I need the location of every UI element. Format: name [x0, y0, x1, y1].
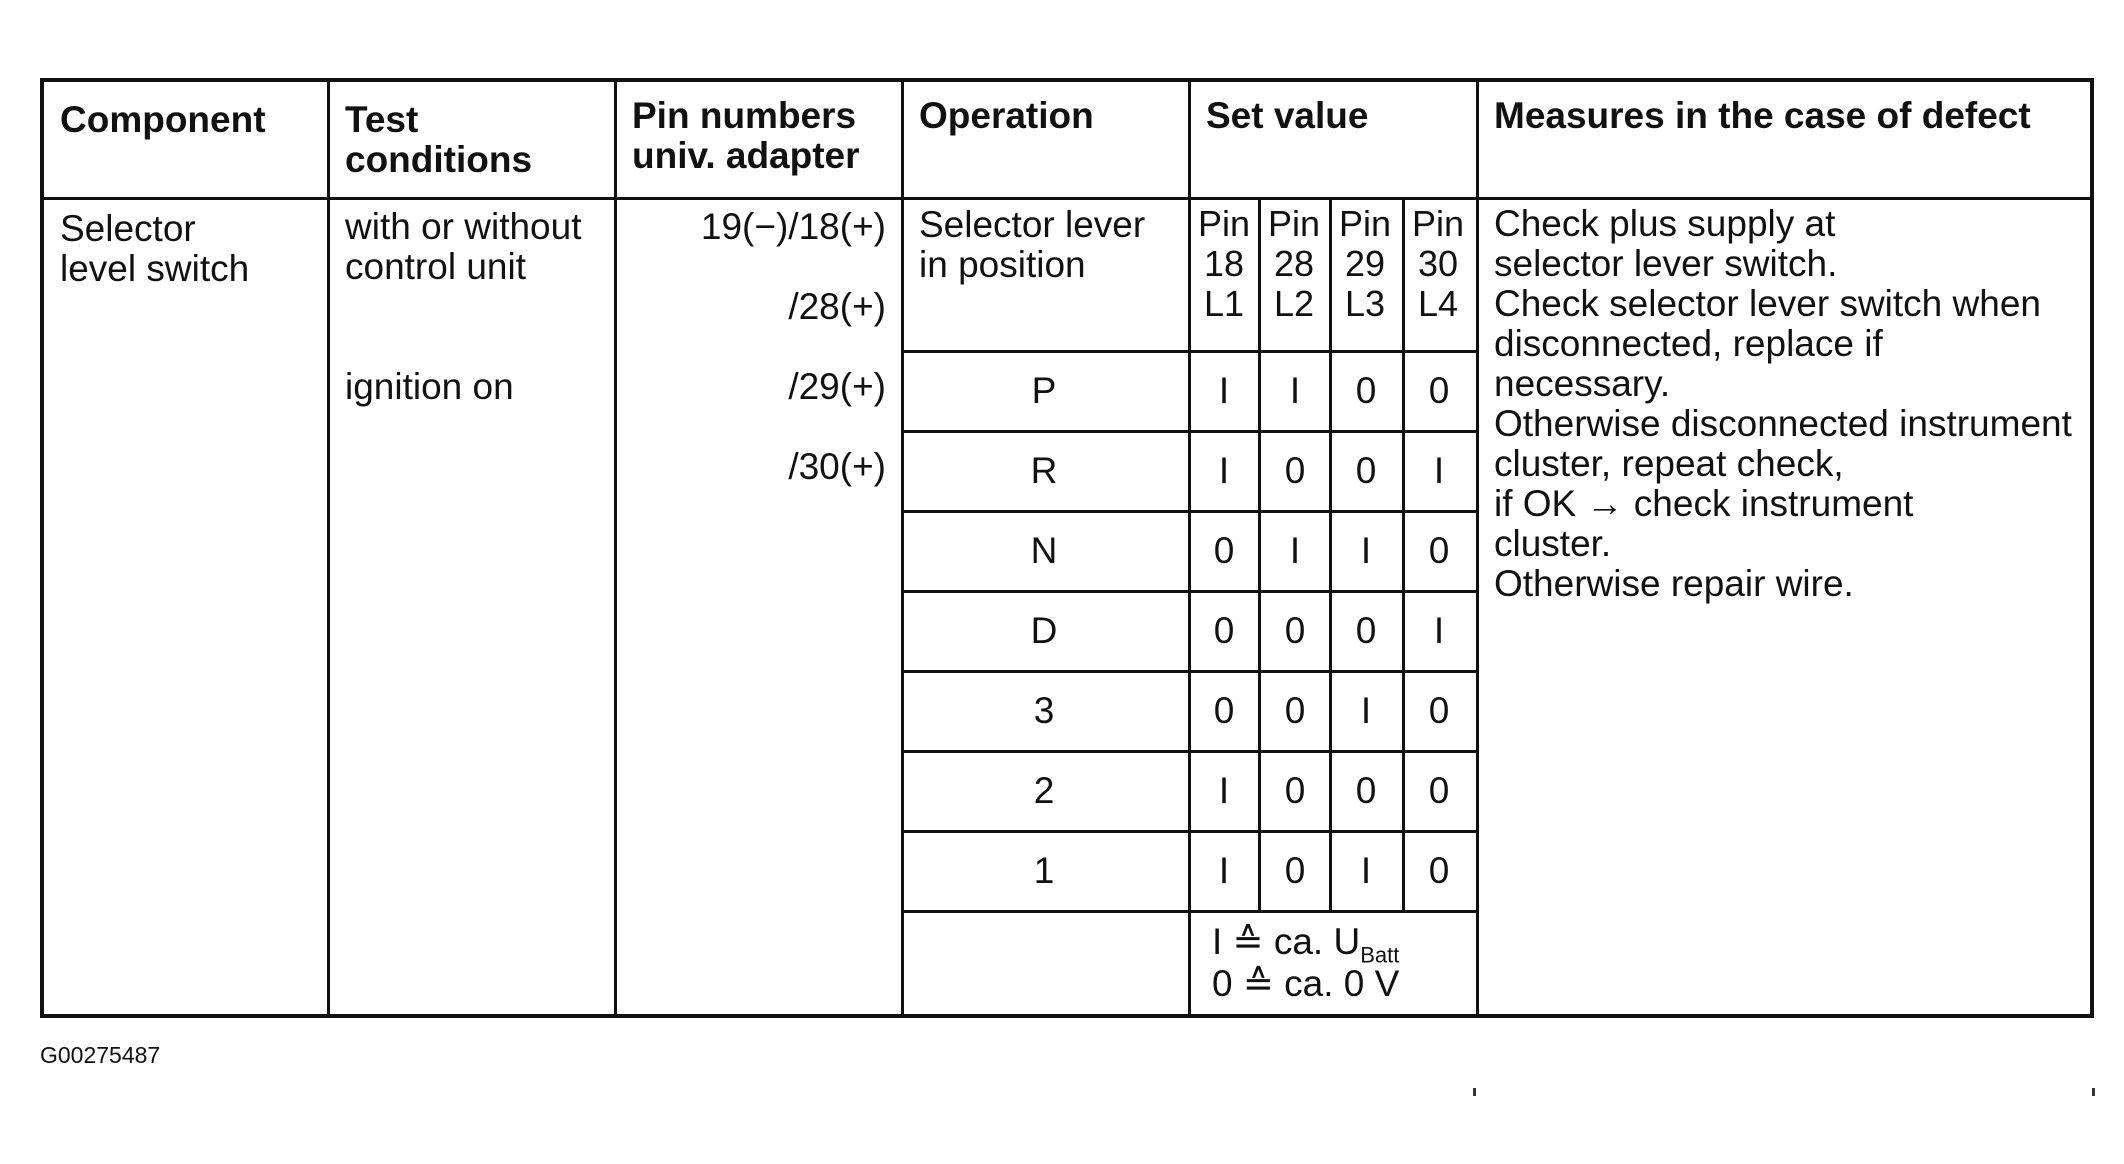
pin-number: /28(+): [788, 286, 886, 327]
pin-col-label: Pin: [1267, 203, 1321, 244]
measures-line: cluster.: [1494, 523, 1612, 564]
pin-value: 0: [1355, 770, 1377, 811]
column-divider: [614, 82, 617, 1016]
pin-value: 0: [1428, 370, 1450, 411]
row-divider: [901, 350, 1479, 353]
pin-value: 0: [1355, 610, 1377, 651]
pin-value: 0: [1213, 690, 1235, 731]
pin-value: I: [1289, 530, 1301, 571]
scan-speck: [2092, 1088, 2095, 1096]
pin-col-label: Pin: [1411, 203, 1465, 244]
pin-number: /29(+): [788, 366, 886, 407]
test-condition-line1: with or without: [345, 206, 582, 247]
pin-number: /30(+): [788, 446, 886, 487]
pin-value: I: [1360, 690, 1372, 731]
column-divider: [1476, 82, 1479, 1016]
header-component: Component: [60, 99, 266, 140]
row-divider: [901, 910, 1479, 913]
pin-col-label: Pin: [1197, 203, 1251, 244]
operation-header-line1: Selector lever: [919, 204, 1146, 245]
pin-value: I: [1289, 370, 1301, 411]
measures-line: Check selector lever switch when: [1494, 283, 2041, 324]
pin-value: 0: [1213, 530, 1235, 571]
component-line1: Selector: [60, 208, 196, 249]
row-divider: [901, 430, 1479, 433]
pin-value: 0: [1428, 690, 1450, 731]
header-pin-numbers-line1: Pin numbers: [632, 95, 857, 136]
pin-col-number: 28: [1273, 243, 1315, 284]
measures-line: disconnected, replace if: [1494, 323, 1883, 364]
pin-col-lamp: L3: [1344, 283, 1386, 324]
legend-line1-text: I ≙ ca. U: [1212, 921, 1361, 962]
pin-value: 0: [1428, 770, 1450, 811]
pin-value: 0: [1284, 770, 1306, 811]
pin-col-label: Pin: [1338, 203, 1392, 244]
pin-value: I: [1433, 450, 1445, 491]
row-divider: [901, 510, 1479, 513]
pin-col-number: 29: [1344, 243, 1386, 284]
pin-value: 0: [1284, 450, 1306, 491]
row-divider: [901, 590, 1479, 593]
row-divider: [901, 830, 1479, 833]
measures-line: Otherwise disconnected instrument: [1494, 403, 2072, 444]
selector-position: 2: [1033, 770, 1055, 811]
selector-position: P: [1031, 370, 1057, 411]
measures-line: Otherwise repair wire.: [1494, 563, 1854, 604]
pin-value: I: [1218, 850, 1230, 891]
header-pin-numbers-line2: univ. adapter: [632, 135, 860, 176]
measures-line: if OK → check instrument: [1494, 483, 1914, 524]
pin-col-lamp: L4: [1417, 283, 1459, 324]
measures-line: selector lever switch.: [1494, 243, 1838, 284]
measures-line: Check plus supply at: [1494, 203, 1836, 244]
pin-value: I: [1360, 850, 1372, 891]
pin-value: I: [1218, 450, 1230, 491]
pin-value: I: [1433, 610, 1445, 651]
pin-col-number: 18: [1203, 243, 1245, 284]
header-measures: Measures in the case of defect: [1494, 95, 2031, 136]
pin-col-lamp: L2: [1273, 283, 1315, 324]
pin-col-number: 30: [1417, 243, 1459, 284]
pin-number: 19(−)/18(+): [700, 206, 886, 247]
selector-position: D: [1030, 610, 1058, 651]
column-divider: [327, 82, 330, 1016]
pin-value: 0: [1355, 370, 1377, 411]
pin-col-lamp: L1: [1203, 283, 1245, 324]
operation-header-line2: in position: [919, 244, 1086, 285]
row-divider: [901, 750, 1479, 753]
selector-position: N: [1030, 530, 1058, 571]
header-test-conditions-line2: conditions: [345, 139, 533, 180]
pin-value: 0: [1213, 610, 1235, 651]
component-line2: level switch: [60, 248, 250, 289]
test-condition-line2: control unit: [345, 246, 526, 287]
diagnostic-table: [40, 78, 2094, 1018]
test-condition-ignition: ignition on: [345, 366, 514, 407]
header-separator: [44, 197, 2092, 200]
measures-line: cluster, repeat check,: [1494, 443, 1844, 484]
header-set-value: Set value: [1206, 95, 1369, 136]
pin-value: I: [1218, 770, 1230, 811]
selector-position: 3: [1033, 690, 1055, 731]
selector-position: R: [1030, 450, 1058, 491]
selector-position: 1: [1033, 850, 1055, 891]
header-test-conditions-line1: Test: [345, 99, 419, 140]
row-divider: [901, 670, 1479, 673]
pin-value: 0: [1355, 450, 1377, 491]
figure-id: G00275487: [40, 1042, 161, 1068]
legend-subscript: Batt: [1360, 942, 1400, 968]
pin-value: 0: [1284, 610, 1306, 651]
pin-value: 0: [1428, 530, 1450, 571]
pin-value: 0: [1428, 850, 1450, 891]
legend-line2: 0 ≙ ca. 0 V: [1212, 963, 1400, 1004]
pin-value: 0: [1284, 690, 1306, 731]
measures-line: necessary.: [1494, 363, 1671, 404]
pin-value: I: [1218, 370, 1230, 411]
pin-value: 0: [1284, 850, 1306, 891]
header-operation: Operation: [919, 95, 1094, 136]
scan-speck: [1473, 1088, 1476, 1096]
pin-value: I: [1360, 530, 1372, 571]
